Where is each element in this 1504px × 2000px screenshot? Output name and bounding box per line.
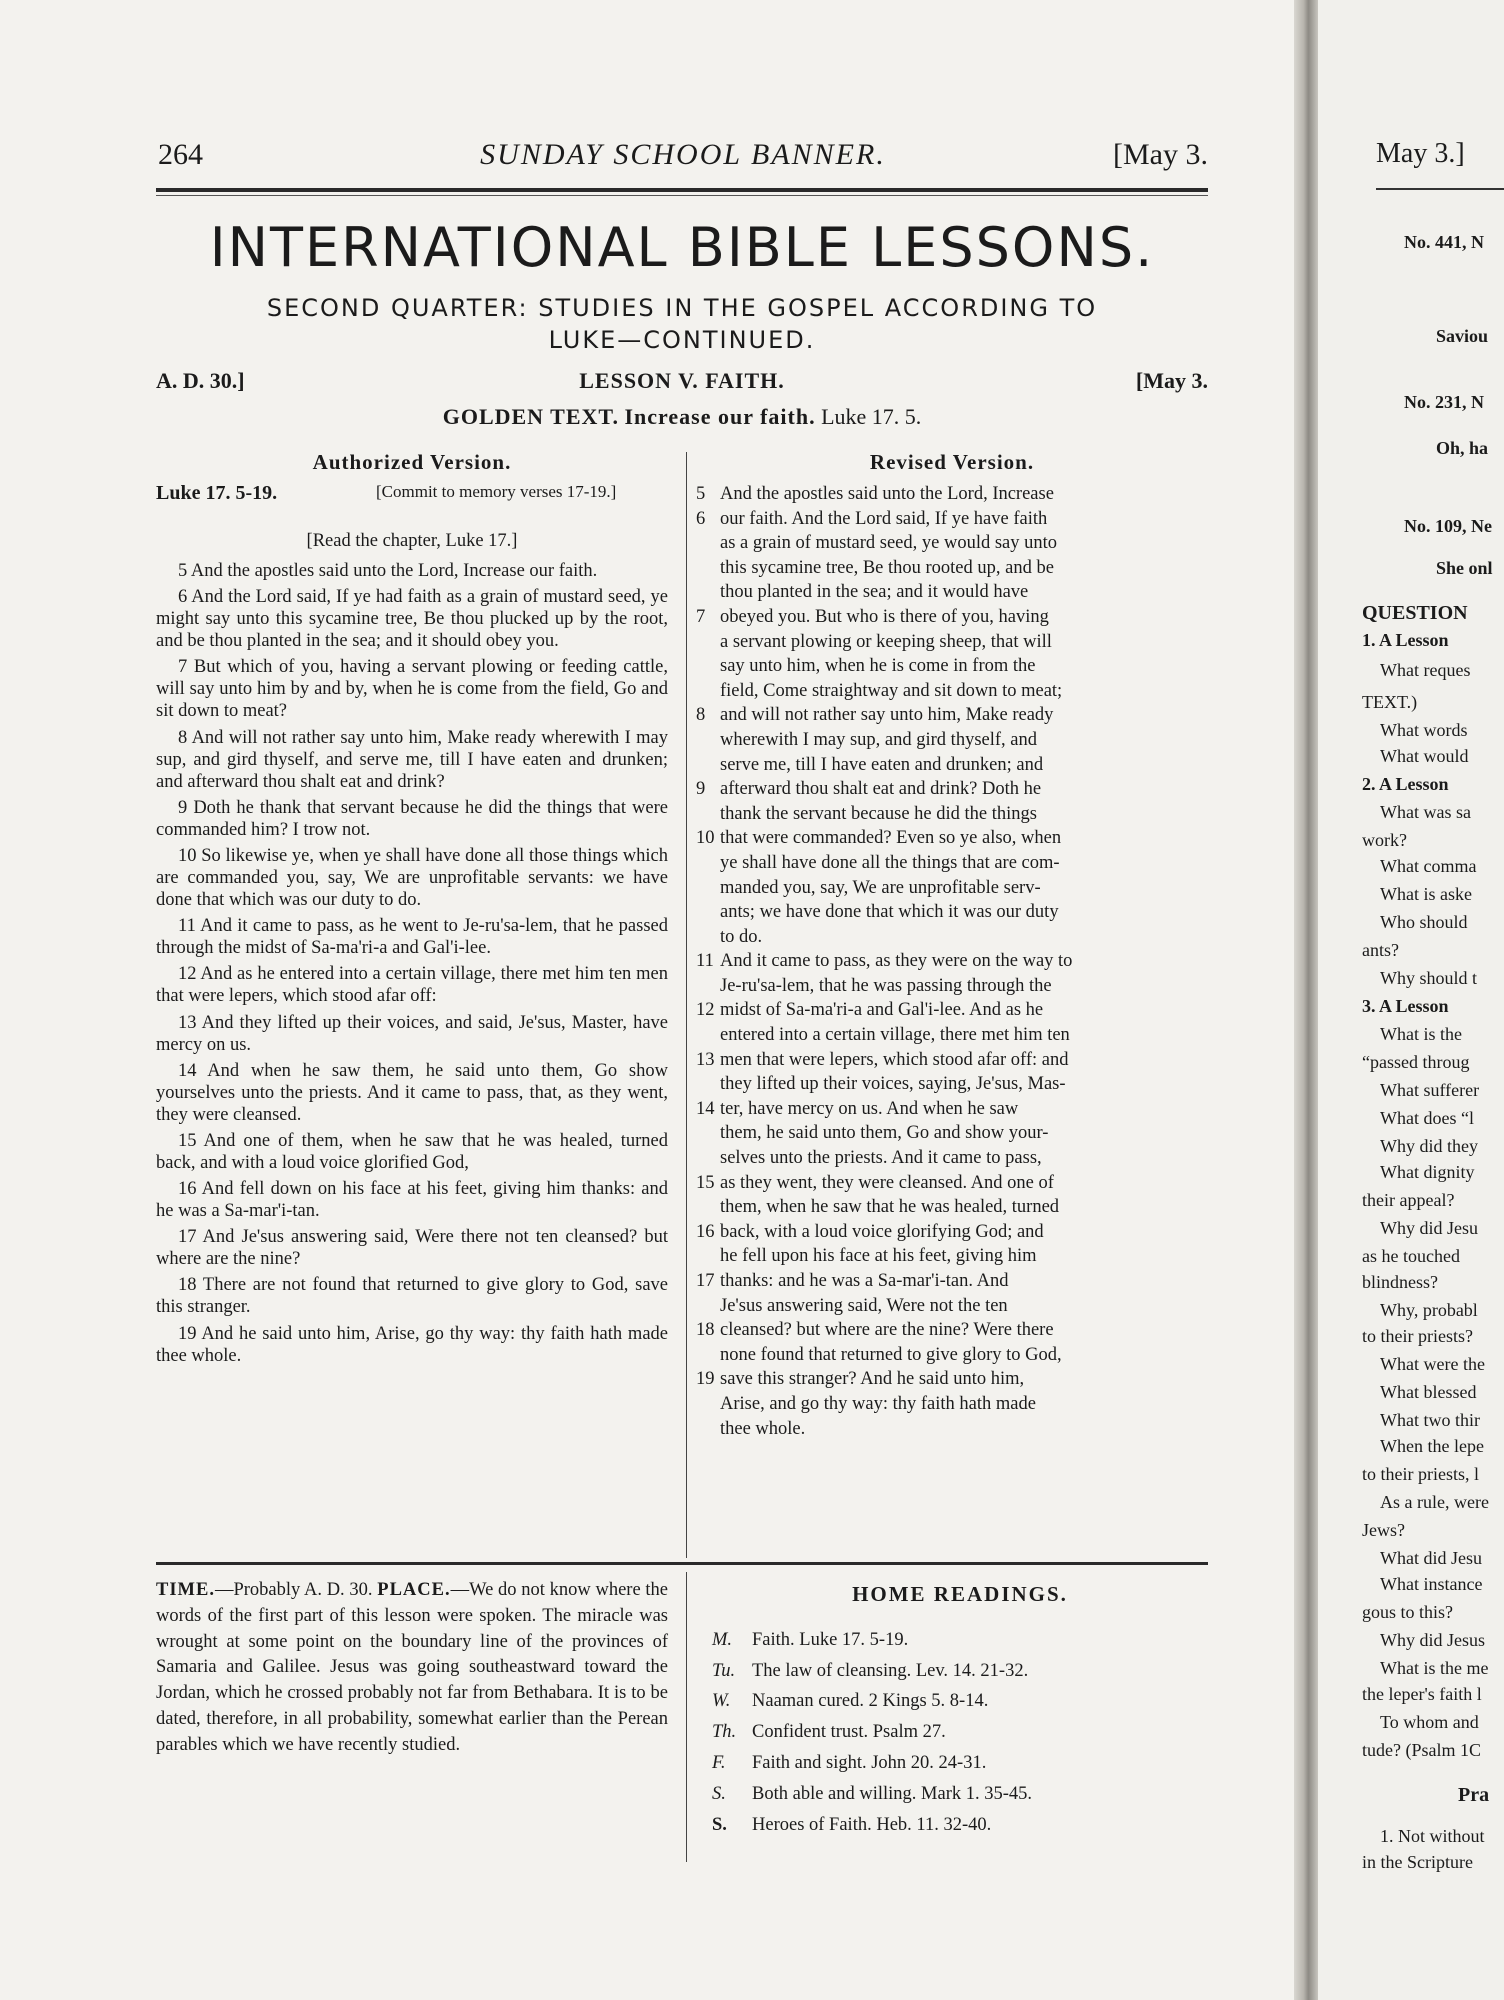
right-page-line: in the Scripture bbox=[1362, 1852, 1473, 1872]
home-reading-item bbox=[712, 1656, 1208, 1687]
right-page-line: She onl bbox=[1436, 558, 1493, 578]
verse-number: 9 bbox=[696, 779, 706, 800]
revised-line bbox=[696, 900, 1208, 925]
right-page-line: their appeal? bbox=[1362, 1190, 1455, 1210]
verse-number bbox=[696, 531, 720, 556]
revised-line bbox=[696, 753, 1208, 778]
book-gutter bbox=[1294, 0, 1318, 2000]
right-page-line: as he touched bbox=[1362, 1246, 1460, 1266]
commit-note: [Commit to memory verses 17-19.] bbox=[376, 482, 617, 501]
lesson-line bbox=[156, 368, 1208, 398]
revised-line bbox=[696, 826, 1208, 851]
verse-number: 17 bbox=[696, 1271, 715, 1291]
place-text: —We do not know where the words of the first part of this lesson were spoken. The miracle was wrought at some point on the boundary line of the provinces of Samaria and Galilee. Jesus was going southeastward toward the Jordan, which he crossed probably not far from Bethabara. It is to be dated, therefore, in all probability, somewhat earlier than the Perean parables which we have recently studied. bbox=[156, 1580, 668, 1755]
verse-number bbox=[696, 679, 720, 704]
revised-line-text: And the apostles said unto the Lord, Increase bbox=[720, 484, 1054, 504]
revised-line-text: ye shall have done all the things that are com- bbox=[720, 852, 1060, 873]
right-page-rule bbox=[1376, 188, 1504, 190]
lesson-name: LESSON V. FAITH. bbox=[579, 368, 785, 393]
revised-line bbox=[696, 605, 1208, 630]
verse-number bbox=[696, 580, 720, 605]
scripture-reference bbox=[156, 482, 668, 526]
revised-line bbox=[696, 654, 1208, 679]
revised-line bbox=[696, 556, 1208, 581]
revised-line-text: And it came to pass, as they were on the way to bbox=[720, 951, 1073, 972]
verse-number bbox=[696, 1244, 720, 1269]
revised-line-text: they lifted up their voices, saying, Je'sus, Mas- bbox=[720, 1074, 1066, 1095]
revised-line bbox=[696, 1318, 1208, 1343]
revised-line-text: midst of Sa-ma'ri-a and Gal'i-lee. And as he bbox=[720, 1000, 1044, 1021]
reading-day: M. bbox=[712, 1629, 733, 1650]
verse-number bbox=[696, 1146, 720, 1171]
verse-number: 18 bbox=[696, 1320, 715, 1341]
revised-line bbox=[696, 802, 1208, 827]
authorized-heading: Authorized Version. bbox=[312, 450, 512, 474]
time-place-note bbox=[156, 1578, 668, 1759]
right-page-line: No. 109, Ne bbox=[1404, 516, 1492, 536]
revised-line-text: them, when he saw that he was healed, turned bbox=[720, 1197, 1060, 1218]
right-page-line: 1. Not without bbox=[1380, 1826, 1485, 1846]
verse-number: 8 bbox=[696, 705, 706, 726]
revised-line bbox=[696, 1294, 1208, 1319]
right-page-line: What two thir bbox=[1380, 1410, 1480, 1430]
revised-line bbox=[696, 679, 1208, 704]
reading-day: S. bbox=[712, 1783, 726, 1804]
time-text: —Probably A. D. 30. bbox=[214, 1580, 373, 1600]
revised-line bbox=[696, 1146, 1208, 1171]
right-page-line: Why did Jesus bbox=[1380, 1630, 1485, 1650]
revised-line-text: a servant plowing or keeping sheep, that will bbox=[720, 631, 1052, 652]
reading-text: The law of cleansing. Lev. 14. 21-32. bbox=[752, 1660, 1029, 1681]
right-page-line: What is aske bbox=[1380, 884, 1472, 904]
right-page-line: To whom and bbox=[1380, 1712, 1479, 1732]
authorized-verse: 7 But which of you, having a servant plowing or feeding cattle, will say unto him by and by, when he is come from the field, Go and sit down to meat? bbox=[156, 657, 668, 722]
read-note: [Read the chapter, Luke 17.] bbox=[306, 531, 518, 551]
page-subtitle bbox=[156, 292, 1208, 356]
revised-line-text: thou planted in the sea; and it would have bbox=[720, 582, 1029, 603]
revised-line bbox=[696, 876, 1208, 901]
revised-line-text: this sycamine tree, Be thou rooted up, and be bbox=[720, 557, 1054, 578]
authorized-verse: 16 And fell down on his face at his feet, giving him thanks: and he was a Sa-mar'i-tan. bbox=[156, 1179, 668, 1222]
section-rule bbox=[156, 1562, 1208, 1565]
right-page-line: When the lepe bbox=[1380, 1436, 1484, 1456]
right-page-line: Jews? bbox=[1362, 1520, 1405, 1540]
right-page-line: What dignity bbox=[1380, 1162, 1475, 1182]
revised-line bbox=[696, 1220, 1208, 1245]
revised-line bbox=[696, 482, 1208, 507]
right-page-line: gous to this? bbox=[1362, 1602, 1454, 1622]
reading-text: Both able and willing. Mark 1. 35-45. bbox=[752, 1783, 1033, 1804]
authorized-verse: 15 And one of them, when he saw that he was healed, turned back, and with a loud voice glorified God, bbox=[156, 1130, 668, 1173]
verse-number bbox=[696, 974, 720, 999]
verse-number: 14 bbox=[696, 1098, 715, 1119]
reading-day: Tu. bbox=[712, 1660, 736, 1681]
header-rule-thin bbox=[156, 195, 1208, 196]
right-page-line: What words bbox=[1380, 720, 1468, 740]
home-readings bbox=[712, 1578, 1208, 1841]
revised-line-text: as they went, they were cleansed. And one of bbox=[720, 1172, 1054, 1193]
verse-number bbox=[696, 851, 720, 876]
reading-day: F. bbox=[712, 1753, 726, 1774]
right-page-line: What sufferer bbox=[1380, 1080, 1480, 1100]
revised-line bbox=[696, 1097, 1208, 1122]
authorized-verse: 17 And Je'sus answering said, Were there not ten cleansed? but where are the nine? bbox=[156, 1227, 668, 1270]
revised-line bbox=[696, 974, 1208, 999]
revised-line-text: our faith. And the Lord said, If ye have faith bbox=[720, 508, 1048, 529]
revised-line-text: as a grain of mustard seed, ye would say unto bbox=[720, 533, 1058, 554]
header-rule bbox=[156, 188, 1208, 192]
revised-line bbox=[696, 507, 1208, 532]
right-page-line: What would bbox=[1380, 746, 1469, 766]
bottom-divider bbox=[686, 1572, 687, 1862]
revised-line-text: ants; we have done that which it was our duty bbox=[720, 902, 1059, 923]
right-page-line: No. 231, N bbox=[1404, 392, 1484, 412]
revised-line bbox=[696, 728, 1208, 753]
revised-line bbox=[696, 1171, 1208, 1196]
revised-line bbox=[696, 1417, 1208, 1442]
right-page-line: to their priests, l bbox=[1362, 1464, 1479, 1484]
verse-number bbox=[696, 1417, 720, 1442]
right-page-line: to their priests? bbox=[1362, 1326, 1473, 1346]
verse-number: 15 bbox=[696, 1172, 715, 1193]
revised-line-text: and will not rather say unto him, Make ready bbox=[720, 705, 1054, 726]
reading-text: Faith. Luke 17. 5-19. bbox=[752, 1629, 909, 1650]
authorized-verse: 9 Doth he thank that servant because he did the things that were commanded him? I trow not. bbox=[156, 797, 668, 840]
revised-line-text: cleansed? but where are the nine? Were there bbox=[720, 1320, 1054, 1341]
revised-line bbox=[696, 1269, 1208, 1294]
verse-number bbox=[696, 1294, 720, 1319]
revised-line-text: that were commanded? Even so ye also, when bbox=[720, 828, 1062, 849]
right-page-line: What was sa bbox=[1380, 802, 1471, 822]
verse-number bbox=[696, 1023, 720, 1048]
right-page-line: Why did Jesu bbox=[1380, 1218, 1478, 1238]
revised-line-text: selves unto the priests. And it came to pass, bbox=[720, 1148, 1042, 1169]
reading-text: Faith and sight. John 20. 24-31. bbox=[752, 1753, 987, 1774]
reading-day: Th. bbox=[712, 1722, 737, 1743]
right-page-line: What reques bbox=[1380, 660, 1471, 680]
revised-line-text: entered into a certain village, there met him ten bbox=[720, 1025, 1070, 1046]
revised-line bbox=[696, 1367, 1208, 1392]
golden-text bbox=[156, 404, 1208, 430]
right-page-line: the leper's faith l bbox=[1362, 1684, 1482, 1704]
authorized-verse: 13 And they lifted up their voices, and said, Je'sus, Master, have mercy on us. bbox=[156, 1012, 668, 1055]
home-readings-heading: HOME READINGS. bbox=[852, 1582, 1068, 1606]
revised-line-text: thank the servant because he did the things bbox=[720, 803, 1037, 824]
verse-number bbox=[696, 900, 720, 925]
revised-line-text: wherewith I may sup, and gird thyself, and bbox=[720, 729, 1037, 750]
revised-line-text: he fell upon his face at his feet, giving him bbox=[720, 1246, 1037, 1267]
verse-number bbox=[696, 556, 720, 581]
verse-number: 11 bbox=[696, 951, 714, 972]
revised-line-text: Arise, and go thy way: thy faith hath made bbox=[720, 1393, 1036, 1414]
revised-line bbox=[696, 703, 1208, 728]
verse-number: 16 bbox=[696, 1221, 715, 1242]
authorized-verse: 14 And when he saw them, he said unto them, Go show yourselves unto the priests. And it came to pass, that, as they went, they were cleansed. bbox=[156, 1060, 668, 1125]
right-page-line: As a rule, were bbox=[1380, 1492, 1489, 1512]
verse-number bbox=[696, 1121, 720, 1146]
revised-line-text: Je-ru'sa-lem, that he was passing through the bbox=[720, 975, 1052, 996]
right-page-line: “passed throug bbox=[1362, 1052, 1470, 1072]
right-page-line: Saviou bbox=[1436, 326, 1489, 346]
verse-number bbox=[696, 1072, 720, 1097]
revised-line-text: say unto him, when he is come in from the bbox=[720, 656, 1036, 677]
revised-line-text: obeyed you. But who is there of you, having bbox=[720, 606, 1049, 627]
revised-line-text: none found that returned to give glory to God, bbox=[720, 1344, 1062, 1365]
reading-day: S. bbox=[712, 1814, 727, 1835]
revised-line bbox=[696, 1072, 1208, 1097]
time-label: TIME. bbox=[156, 1580, 215, 1600]
reading-text: Confident trust. Psalm 27. bbox=[752, 1722, 946, 1743]
right-page-line: TEXT.) bbox=[1362, 692, 1418, 712]
revised-line bbox=[696, 630, 1208, 655]
reading-text: Heroes of Faith. Heb. 11. 32-40. bbox=[752, 1814, 992, 1835]
verse-number bbox=[696, 1392, 720, 1417]
verse-number: 10 bbox=[696, 828, 715, 849]
verse-number bbox=[696, 876, 720, 901]
verse-number: 7 bbox=[696, 606, 706, 627]
golden-text-label: GOLDEN TEXT. bbox=[442, 404, 619, 429]
verse-number bbox=[696, 654, 720, 679]
right-page bbox=[1318, 0, 1504, 2000]
authorized-verse: 10 So likewise ye, when ye shall have done all those things which are commanded you, say, We are unprofitable servants: we have done that which was our duty to do. bbox=[156, 845, 668, 910]
revised-line-text: manded you, say, We are unprofitable serv- bbox=[720, 877, 1041, 898]
right-page-line: work? bbox=[1362, 830, 1407, 850]
verse-number bbox=[696, 802, 720, 827]
right-page-line: tude? (Psalm 1C bbox=[1362, 1740, 1481, 1760]
verse-number: 13 bbox=[696, 1049, 715, 1070]
right-page-line: What instance bbox=[1380, 1574, 1483, 1594]
revised-line bbox=[696, 851, 1208, 876]
lesson-date: [May 3. bbox=[1135, 368, 1208, 393]
authorized-verse: 8 And will not rather say unto him, Make ready wherewith I may sup, and gird thyself, and serve me, till I have eaten and drunken; and afterward thou shalt eat and drink? bbox=[156, 727, 668, 792]
authorized-verse: 11 And it came to pass, as he went to Je-ru'sa-lem, that he passed through the midst of Sa-ma'ri-a and Gal'i-lee. bbox=[156, 916, 668, 959]
right-page-line: What is the bbox=[1380, 1024, 1462, 1044]
right-page-line: ants? bbox=[1362, 940, 1399, 960]
revised-line-text: afterward thou shalt eat and drink? Doth he bbox=[720, 779, 1042, 800]
magazine-title: SUNDAY SCHOOL BANNER. bbox=[480, 138, 886, 171]
verse-number bbox=[696, 753, 720, 778]
right-page-line: No. 441, N bbox=[1404, 232, 1484, 252]
authorized-verse: 6 And the Lord said, If ye had faith as a grain of mustard seed, ye might say unto this sycamine tree, Be thou plucked up by the root, and be thou planted in the sea; and it should obey you. bbox=[156, 587, 668, 652]
revised-line-text: to do. bbox=[720, 926, 763, 947]
revised-line bbox=[696, 998, 1208, 1023]
revised-line bbox=[696, 580, 1208, 605]
golden-text-body: Increase our faith. bbox=[624, 404, 816, 429]
verse-number: 6 bbox=[696, 508, 706, 529]
right-page-line: 3. A Lesson bbox=[1362, 996, 1449, 1016]
page-title: INTERNATIONAL BIBLE LESSONS. bbox=[209, 216, 1155, 279]
revised-line-text: field, Come straightway and sit down to meat; bbox=[720, 680, 1063, 701]
reading-day: W. bbox=[712, 1691, 731, 1712]
verse-number bbox=[696, 1195, 720, 1220]
authorized-verse: 19 And he said unto him, Arise, go thy way: thy faith hath made thee whole. bbox=[156, 1323, 668, 1366]
home-reading-item bbox=[712, 1779, 1208, 1810]
authorized-verse: 12 And as he entered into a certain village, there met him ten men that were lepers, which stood afar off: bbox=[156, 964, 668, 1007]
revised-line bbox=[696, 1343, 1208, 1368]
right-page-line: Why should t bbox=[1380, 968, 1477, 988]
right-page-line: Why did they bbox=[1380, 1136, 1478, 1156]
revised-line bbox=[696, 1392, 1208, 1417]
right-page-line: Why, probabl bbox=[1380, 1300, 1478, 1320]
authorized-column bbox=[156, 482, 668, 1371]
verse-number bbox=[696, 728, 720, 753]
home-reading-item bbox=[712, 1748, 1208, 1779]
revised-line-text: thanks: and he was a Sa-mar'i-tan. And bbox=[720, 1271, 1009, 1291]
lesson-year: A. D. 30.] bbox=[156, 368, 245, 393]
right-page-line: What did Jesu bbox=[1380, 1548, 1482, 1568]
revised-line-text: back, with a loud voice glorifying God; and bbox=[720, 1221, 1044, 1242]
lesson-reference: Luke 17. 5-19. bbox=[156, 482, 278, 504]
revised-line-text: ter, have mercy on us. And when he saw bbox=[720, 1098, 1019, 1119]
revised-line bbox=[696, 531, 1208, 556]
right-page-line: Oh, ha bbox=[1436, 438, 1489, 458]
right-page-line: Who should bbox=[1380, 912, 1468, 932]
revised-line bbox=[696, 1121, 1208, 1146]
revised-column bbox=[696, 482, 1208, 1441]
golden-text-ref: Luke 17. 5. bbox=[821, 404, 922, 429]
home-reading-item bbox=[712, 1810, 1208, 1841]
right-page-line: What is the me bbox=[1380, 1658, 1489, 1678]
right-page-line: What comma bbox=[1380, 856, 1477, 876]
revised-line-text: them, he said unto them, Go and show your- bbox=[720, 1123, 1049, 1144]
authorized-verse: 5 And the apostles said unto the Lord, Increase our faith. bbox=[178, 561, 598, 581]
revised-line bbox=[696, 1048, 1208, 1073]
verse-number: 5 bbox=[696, 484, 706, 504]
home-reading-item bbox=[712, 1625, 1208, 1656]
verse-number bbox=[696, 925, 720, 950]
revised-line bbox=[696, 925, 1208, 950]
subtitle-line-1: SECOND QUARTER: STUDIES IN THE GOSPEL ACCORDING TO bbox=[266, 294, 1098, 322]
right-page-line: What were the bbox=[1380, 1354, 1485, 1374]
page-number: 264 bbox=[158, 138, 203, 171]
verse-number: 12 bbox=[696, 1000, 715, 1021]
running-header bbox=[158, 138, 1208, 178]
reading-text: Naaman cured. 2 Kings 5. 8-14. bbox=[752, 1691, 989, 1712]
right-page-line: 1. A Lesson bbox=[1362, 630, 1449, 650]
right-page-line: QUESTION bbox=[1362, 602, 1468, 624]
revised-heading: Revised Version. bbox=[869, 450, 1035, 474]
revised-line bbox=[696, 949, 1208, 974]
subtitle-line-2: LUKE—CONTINUED. bbox=[548, 326, 816, 354]
revised-line-text: Je'sus answering said, Were not the ten bbox=[720, 1295, 1008, 1316]
right-page-line: blindness? bbox=[1362, 1272, 1438, 1292]
home-reading-item bbox=[712, 1717, 1208, 1748]
verse-number: 19 bbox=[696, 1369, 715, 1390]
right-page-line: Pra bbox=[1458, 1784, 1490, 1806]
verse-number bbox=[696, 630, 720, 655]
revised-line-text: save this stranger? And he said unto him, bbox=[720, 1369, 1025, 1390]
header-date: [May 3. bbox=[1113, 138, 1208, 171]
column-divider bbox=[686, 452, 687, 1558]
verse-number bbox=[696, 1343, 720, 1368]
right-page-line: 2. A Lesson bbox=[1362, 774, 1449, 794]
revised-line-text: thee whole. bbox=[720, 1418, 806, 1439]
right-page-line: What blessed bbox=[1380, 1382, 1477, 1402]
right-page-line: What does “l bbox=[1380, 1108, 1474, 1128]
revised-line bbox=[696, 1195, 1208, 1220]
revised-line-text: serve me, till I have eaten and drunken; and bbox=[720, 754, 1044, 775]
revised-line bbox=[696, 1244, 1208, 1269]
revised-line-text: men that were lepers, which stood afar off: and bbox=[720, 1049, 1069, 1070]
home-reading-item bbox=[712, 1687, 1208, 1718]
revised-line bbox=[696, 1023, 1208, 1048]
right-page-header: May 3.] bbox=[1376, 138, 1465, 169]
place-label: PLACE. bbox=[377, 1580, 451, 1600]
authorized-verse: 18 There are not found that returned to give glory to God, save this stranger. bbox=[156, 1275, 668, 1318]
revised-line bbox=[696, 777, 1208, 802]
